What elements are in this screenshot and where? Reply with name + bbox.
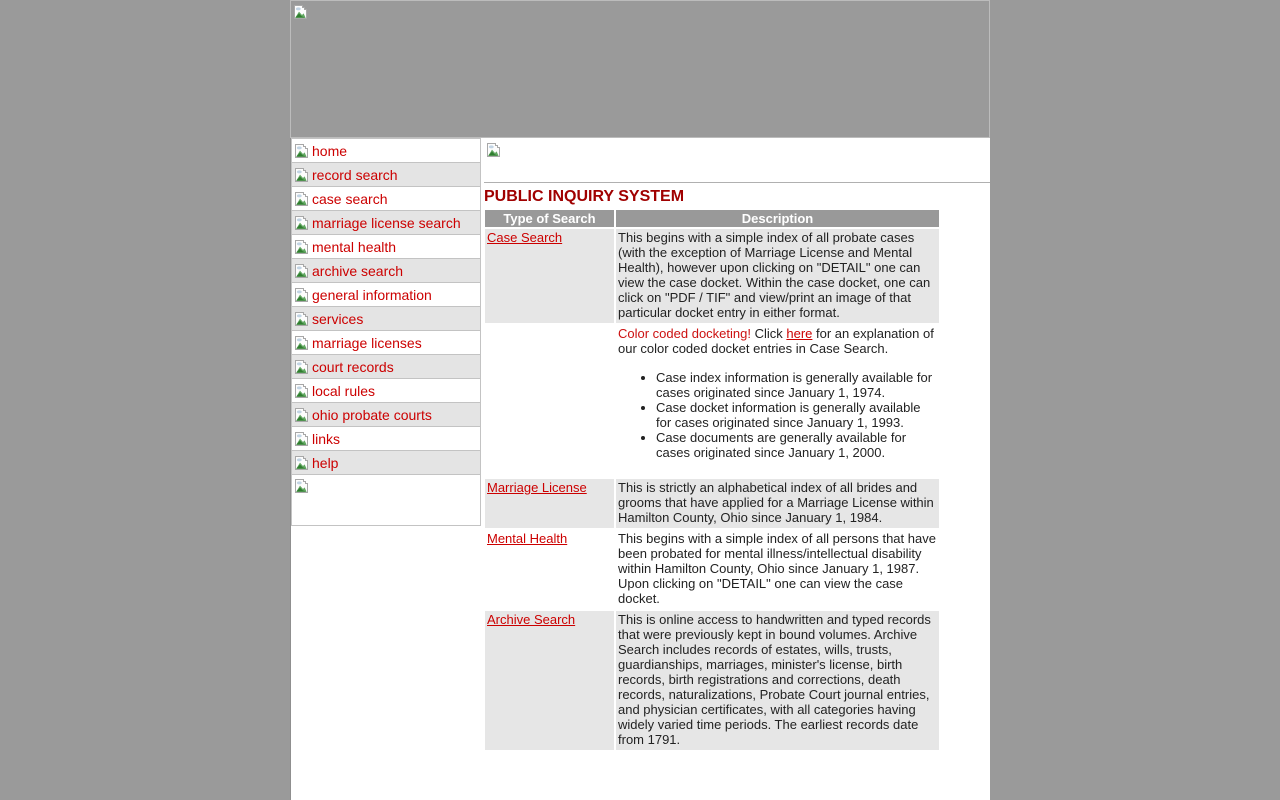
broken-image-icon [294, 335, 310, 351]
sidebar-item-label: archive search [312, 262, 404, 279]
sidebar-item-label: case search [312, 190, 388, 207]
sidebar-item-marriage-licenses[interactable] [291, 330, 481, 355]
broken-image-icon [294, 263, 310, 279]
sidebar-item-label: help [312, 454, 339, 471]
type-cell [485, 611, 614, 750]
page-container [290, 0, 990, 800]
type-cell [485, 479, 614, 528]
sidebar-item-services[interactable] [291, 306, 481, 331]
broken-image-icon [294, 287, 310, 303]
sidebar-item-label: ohio probate courts [312, 406, 432, 423]
sidebar-item-links[interactable] [291, 426, 481, 451]
broken-image-icon [294, 478, 310, 494]
sidebar-item-help[interactable] [291, 450, 481, 475]
sidebar-item-label: links [312, 430, 341, 447]
sidebar-item-label: home [312, 142, 348, 159]
page-title: PUBLIC INQUIRY SYSTEM [484, 188, 685, 205]
sidebar-item-label: court records [312, 358, 394, 375]
description-cell: This begins with a simple index of all persons that have been probated for mental illness/intellectual disability within Hamilton County, Ohio since January 1, 1987. Upon clicking on "DETAIL" one can view the case docket. [616, 530, 939, 609]
banner-broken-image-area [290, 0, 990, 138]
sidebar-item-ohio-probate-courts[interactable] [291, 402, 481, 427]
sidebar-item-home[interactable] [291, 138, 481, 163]
search-types-table [483, 208, 941, 752]
archive-search-link[interactable]: Archive Search [487, 612, 576, 627]
broken-image-icon [294, 455, 310, 471]
sidebar-item-label: general information [312, 286, 432, 303]
broken-image-icon [294, 167, 310, 183]
description-cell [616, 325, 939, 477]
sidebar-item-general-information[interactable] [291, 282, 481, 307]
table-header-row [485, 210, 939, 227]
note-rest-text: for an explanation of our color coded docket entries in Case Search. [618, 326, 934, 356]
broken-image-icon [294, 407, 310, 423]
sidebar-item-label: record search [312, 166, 398, 183]
mental-health-link[interactable]: Mental Health [487, 531, 568, 546]
type-cell-empty [485, 325, 614, 477]
sidebar-item-mental-health[interactable] [291, 234, 481, 259]
note-mid-text: Click [750, 326, 787, 341]
here-link[interactable]: here [786, 326, 813, 341]
column-header-description: Description [616, 210, 939, 227]
sidebar-item-local-rules[interactable] [291, 378, 481, 403]
availability-list [618, 370, 936, 460]
broken-image-icon [294, 383, 310, 399]
broken-image-icon [294, 359, 310, 375]
broken-image-icon [293, 4, 309, 20]
sidebar-item-label: local rules [312, 382, 376, 399]
description-cell: This is strictly an alphabetical index of all brides and grooms that have applied for a Marriage License within Hamilton County, Ohio since January 1, 1984. [616, 479, 939, 528]
sidebar-item-label: marriage license search [312, 214, 461, 231]
broken-image-icon [294, 143, 310, 159]
column-header-type: Type of Search [485, 210, 614, 227]
sidebar-item-label: services [312, 310, 364, 327]
broken-image-icon [294, 431, 310, 447]
list-item: • Case index information is generally available for cases originated since January 1, 1974. [656, 370, 936, 400]
sidebar-nav [291, 138, 481, 800]
sidebar-item-marriage-license-search[interactable] [291, 210, 481, 235]
sidebar-item-court-records[interactable] [291, 354, 481, 379]
description-cell: This is online access to handwritten and typed records that were previously kept in bound volumes. Archive Search includes records of estates, wills, trusts, guardianships, marriages, minister's license, birth records, birth registrations and corrections, death records, naturalizations, Probate Court journal entries, and physician certificates, with all categories having widely varied time periods. The earliest records date from 1791. [616, 611, 939, 750]
type-cell [485, 229, 614, 323]
color-coded-note [618, 326, 936, 356]
broken-image-icon [486, 142, 502, 158]
table-row-case-search [485, 229, 939, 323]
table-row-archive-search [485, 611, 939, 750]
table-row-marriage-license [485, 479, 939, 528]
list-item: • Case documents are generally available for cases originated since January 1, 2000. [656, 430, 936, 460]
content-area [484, 138, 990, 800]
case-search-link[interactable]: Case Search [487, 230, 563, 245]
sidebar-item-case-search[interactable] [291, 186, 481, 211]
content-broken-image-area [484, 138, 990, 183]
broken-image-icon [294, 239, 310, 255]
type-cell [485, 530, 614, 609]
table-row-color-coded-note [485, 325, 939, 477]
marriage-license-link[interactable]: Marriage License [487, 480, 587, 495]
table-row-mental-health [485, 530, 939, 609]
sidebar-item-record-search[interactable] [291, 162, 481, 187]
sidebar-broken-image-cell [291, 474, 481, 526]
broken-image-icon [294, 311, 310, 327]
broken-image-icon [294, 191, 310, 207]
sidebar-item-archive-search[interactable] [291, 258, 481, 283]
color-coded-lead: Color coded docketing! [618, 326, 751, 341]
sidebar-item-label: mental health [312, 238, 397, 255]
broken-image-icon [294, 215, 310, 231]
main-area [290, 138, 990, 800]
description-cell: This begins with a simple index of all probate cases (with the exception of Marriage License and Mental Health), however upon clicking on "DETAIL" one can view the case docket. Within the case docket, one can click on "PDF / TIF" and view/print an image of that particular docket entry in either format. [616, 229, 939, 323]
sidebar-item-label: marriage licenses [312, 334, 422, 351]
list-item: • Case docket information is generally available for cases originated since January 1, 1993. [656, 400, 936, 430]
